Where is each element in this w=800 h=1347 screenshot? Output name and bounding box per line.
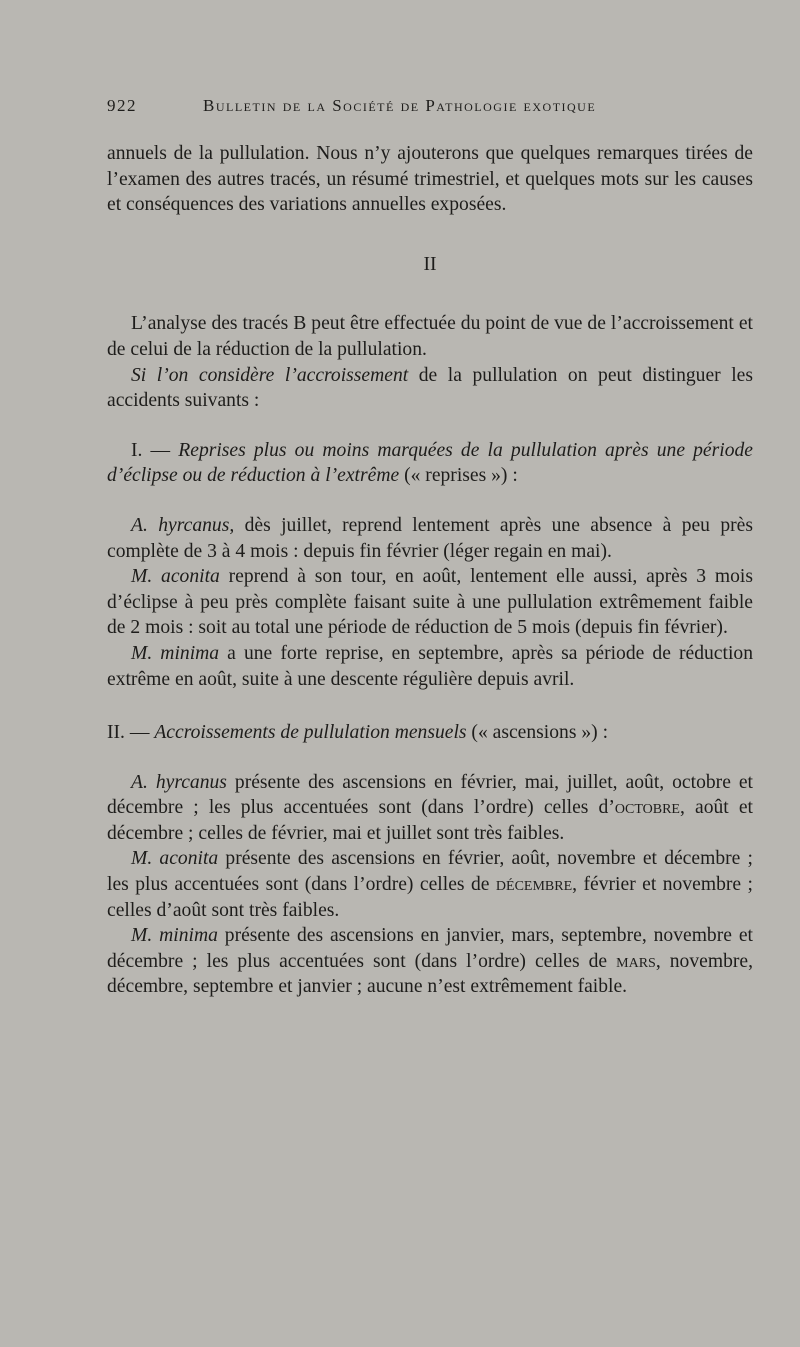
paragraph-text: dès juillet, reprend lentement après une absence à peu près complète de 3 à 4 mois : depuis fin février (léger regain en mai). <box>107 514 753 562</box>
paragraph-minima-reprise <box>107 641 753 692</box>
paragraph-hyrcanus-reprise <box>107 513 753 564</box>
section-heading: II <box>423 253 437 275</box>
month-emphasis: mars <box>616 950 656 972</box>
paragraph-text: , août et décembre ; celles de février, mai et juillet sont très faibles. <box>107 797 753 844</box>
paragraph-minima-ascension <box>107 923 753 1000</box>
paragraph-aconita-ascension <box>107 846 753 923</box>
species-name: M. minima <box>131 925 218 947</box>
subheading-reprises-label: I. — <box>131 439 179 461</box>
paragraph-text: présente des ascensions en février, août, novembre et décembre ; les plus accentuées sont (dans l’ordre) celles de <box>107 848 753 896</box>
paragraph-text: présente des ascensions en janvier, mars, septembre, novembre et décembre ; les plus accentuées sont (dans l’ordre) celles de <box>107 925 753 972</box>
species-name: A. hyrcanus, <box>131 514 235 536</box>
subheading-reprises-tail: (« reprises ») : <box>399 465 518 487</box>
paragraph-analysis: L’analyse des tracés B peut être effectuée du point de vue de l’accroissement et de celui de la réduction de la pullulation. <box>107 313 753 360</box>
species-name: A. hyrcanus <box>131 771 227 793</box>
month-emphasis: décembre <box>495 874 573 896</box>
month-emphasis: octobre <box>614 797 680 819</box>
paragraph-accroissement <box>107 363 753 414</box>
subheading-ascensions-title: Accroissements de pullulation mensuels <box>154 722 467 744</box>
paragraph-intro: annuels de la pullulation. Nous n’y ajouterons que quelques remarques tirées de l’examen des autres tracés, un résumé trimestriel, et quelques mots sur les causes et conséquences des variations annuelles exposées. <box>107 143 753 216</box>
page-number: 922 <box>107 96 137 115</box>
subheading-ascensions-label: II. — <box>107 722 155 744</box>
accroissement-text: de la pullulation on peut distinguer les accidents suivants : <box>107 364 753 412</box>
subheading-ascensions <box>107 720 753 746</box>
paragraph-text: , novembre, décembre, septembre et janvier ; aucune n’est extrêmement faible. <box>107 950 753 998</box>
species-name: M. aconita <box>131 848 219 870</box>
subheading-reprises-title: Reprises plus ou moins marquées de la pullulation après une période d’éclipse ou de réduction à l’extrême <box>107 439 753 487</box>
species-name: M. minima <box>131 642 220 664</box>
paragraph-aconita-reprise <box>107 564 753 641</box>
paragraph-text: a une forte reprise, en septembre, après sa période de réduction extrême en août, suite à une descente régulière depuis avril. <box>107 642 753 690</box>
paragraph-hyrcanus-ascension <box>107 770 753 847</box>
subheading-reprises <box>107 438 753 489</box>
species-name: M. aconita <box>131 566 220 588</box>
running-title: Bulletin de la Société de Pathologie exotique <box>203 96 597 115</box>
paragraph-text: présente des ascensions en février, mai, juillet, août, octobre et décembre ; les plus accentuées sont (dans l’ordre) celles d’ <box>107 771 753 819</box>
subheading-ascensions-tail: (« ascensions ») : <box>466 722 609 744</box>
accroissement-emphasis: Si l’on considère l’accroissement <box>131 364 409 386</box>
paragraph-text: reprend à son tour, en août, lentement elle aussi, après 3 mois d’éclipse à peu près complète faisant suite à une pullulation extrêmement faible de 2 mois : soit au total une période de réduction de 5 mois (depuis fin février). <box>107 566 754 639</box>
page-body <box>107 141 753 1000</box>
paragraph-text: , février et novembre ; celles d’août sont très faibles. <box>107 874 753 921</box>
